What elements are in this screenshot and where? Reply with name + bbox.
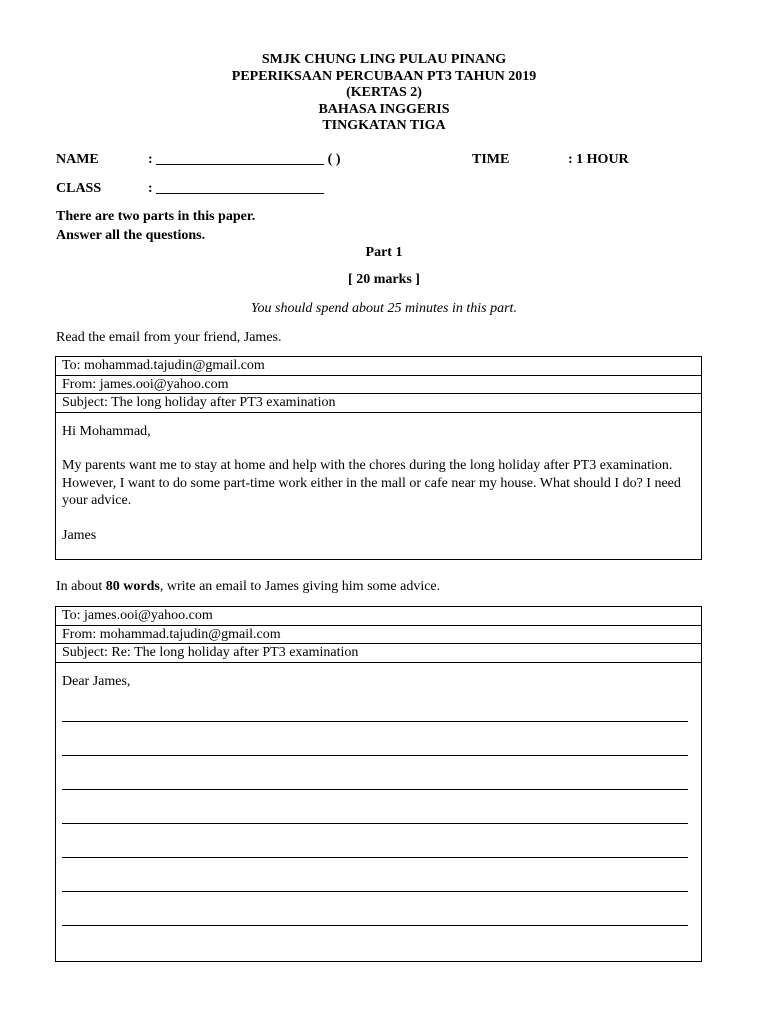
received-email-body: [56, 413, 701, 545]
part-title: Part 1: [365, 245, 403, 260]
writing-line[interactable]: [62, 857, 688, 858]
task-prefix: In about: [56, 579, 106, 594]
instruction-line-1: There are two parts in this paper.: [56, 209, 256, 224]
writing-line[interactable]: [62, 789, 688, 790]
read-prompt: Read the email from your friend, James.: [56, 330, 282, 345]
writing-line[interactable]: [62, 891, 688, 892]
received-email-subject: Subject: The long holiday after PT3 examination: [56, 394, 701, 413]
time-label: TIME: [472, 152, 510, 167]
name-label: NAME: [56, 152, 99, 167]
subject-name: BAHASA INGGERIS: [318, 101, 450, 117]
received-email-message: My parents want me to stay at home and help with the chores during the long holiday after PT3 examination. However, I want to do some part-time work either in the mall or cafe near my house. What should I do? I need your advice.: [62, 458, 681, 508]
received-email-from: From: james.ooi@yahoo.com: [56, 376, 701, 395]
reply-email-subject: Subject: Re: The long holiday after PT3 examination: [56, 644, 701, 663]
task-instruction: [56, 579, 440, 595]
instruction-line-2: Answer all the questions.: [56, 228, 206, 243]
exam-header: [0, 52, 768, 135]
reply-email-box: [55, 606, 702, 962]
task-word-count: 80 words: [105, 579, 160, 594]
time-value: : 1 HOUR: [568, 152, 629, 167]
name-field: : ________________________ ( ): [148, 152, 341, 167]
writing-line[interactable]: [62, 755, 688, 756]
reply-email-from: From: mohammad.tajudin@gmail.com: [56, 626, 701, 645]
paper-number: (KERTAS 2): [346, 85, 422, 100]
received-email-greeting: Hi Mohammad,: [62, 423, 151, 439]
exam-title: PEPERIKSAAN PERCUBAAN PT3 TAHUN 2019: [231, 68, 537, 84]
received-email-to: To: mohammad.tajudin@gmail.com: [56, 357, 701, 376]
reply-email-greeting: Dear James,: [62, 673, 131, 689]
school-name: SMJK CHUNG LING PULAU PINANG: [261, 52, 507, 67]
time-note: You should spend about 25 minutes in this part.: [251, 301, 517, 316]
task-suffix: , write an email to James giving him some advice.: [159, 579, 441, 594]
writing-line[interactable]: [62, 925, 688, 926]
reply-email-to: To: james.ooi@yahoo.com: [56, 607, 701, 626]
form-level: TINGKATAN TIGA: [322, 118, 446, 133]
reply-email-body: [56, 663, 701, 691]
writing-line[interactable]: [62, 823, 688, 824]
received-email-box: [55, 356, 702, 560]
class-label: CLASS: [56, 181, 102, 196]
received-email-signoff: James: [62, 527, 97, 543]
class-field: : ________________________: [148, 181, 325, 196]
writing-line[interactable]: [62, 721, 688, 722]
part-marks: [ 20 marks ]: [348, 272, 420, 287]
